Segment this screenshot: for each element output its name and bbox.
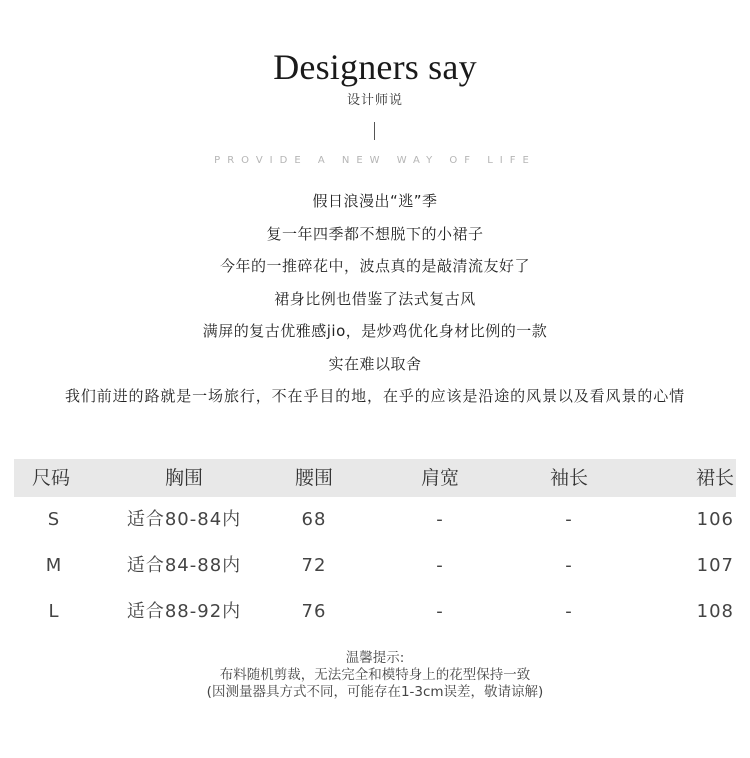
- table-row: [14, 497, 736, 543]
- designer-copy: [0, 188, 750, 416]
- cell-size: S: [47, 509, 61, 530]
- cell-shoulder: -: [436, 509, 444, 530]
- header-size: 尺码: [32, 467, 71, 489]
- cell-length: 107: [696, 555, 734, 576]
- page-title: Designers say: [273, 47, 477, 87]
- header-bust: 胸围: [164, 467, 203, 489]
- header-length: 裙长: [695, 467, 734, 489]
- copy-line: 复一年四季都不想脱下的小裙子: [266, 224, 484, 243]
- cell-bust: 适合80-84内: [126, 509, 242, 530]
- cell-bust: 适合84-88内: [126, 555, 242, 576]
- cell-shoulder: -: [436, 601, 444, 622]
- warm-tip: [0, 650, 750, 701]
- warm-tip-title: 温馨提示:: [345, 650, 405, 666]
- size-table: [14, 459, 736, 635]
- cell-length: 106: [696, 509, 734, 530]
- tagline: PROVIDE A NEW WAY OF LIFE: [214, 155, 536, 166]
- copy-line: 裙身比例也借鉴了法式复古风: [274, 289, 476, 308]
- table-row: [14, 543, 736, 589]
- cell-size: M: [45, 555, 63, 576]
- header-waist: 腰围: [294, 467, 333, 489]
- header-shoulder: 肩宽: [420, 467, 459, 489]
- table-header: [14, 459, 736, 497]
- cell-size: L: [48, 601, 60, 622]
- header-sleeve: 袖长: [549, 467, 588, 489]
- copy-line: 假日浪漫出“逃”季: [312, 192, 438, 210]
- cell-sleeve: -: [565, 601, 573, 622]
- divider-line: [374, 122, 375, 140]
- cell-sleeve: -: [565, 555, 573, 576]
- cell-waist: 72: [301, 555, 327, 576]
- copy-line: 实在难以取舍: [328, 354, 422, 373]
- copy-line: 满屏的复古优雅感jio，是炒鸡优化身材比例的一款: [202, 322, 548, 340]
- warm-tip-line: 布料随机剪裁，无法完全和模特身上的花型保持一致: [219, 667, 531, 683]
- page-subtitle: 设计师说: [346, 93, 403, 108]
- warm-tip-line: (因测量器具方式不同，可能存在1-3cm误差，敬请谅解): [206, 684, 544, 700]
- copy-line: 今年的一推碎花中，波点真的是敲清流友好了: [219, 257, 530, 275]
- cell-shoulder: -: [436, 555, 444, 576]
- table-row: [14, 589, 736, 635]
- cell-waist: 76: [301, 601, 327, 622]
- cell-length: 108: [696, 601, 734, 622]
- cell-bust: 适合88-92内: [126, 601, 242, 622]
- copy-line: 我们前进的路就是一场旅行，不在乎目的地，在乎的应该是沿途的风景以及看风景的心情: [64, 387, 686, 405]
- cell-sleeve: -: [565, 509, 573, 530]
- cell-waist: 68: [301, 509, 327, 530]
